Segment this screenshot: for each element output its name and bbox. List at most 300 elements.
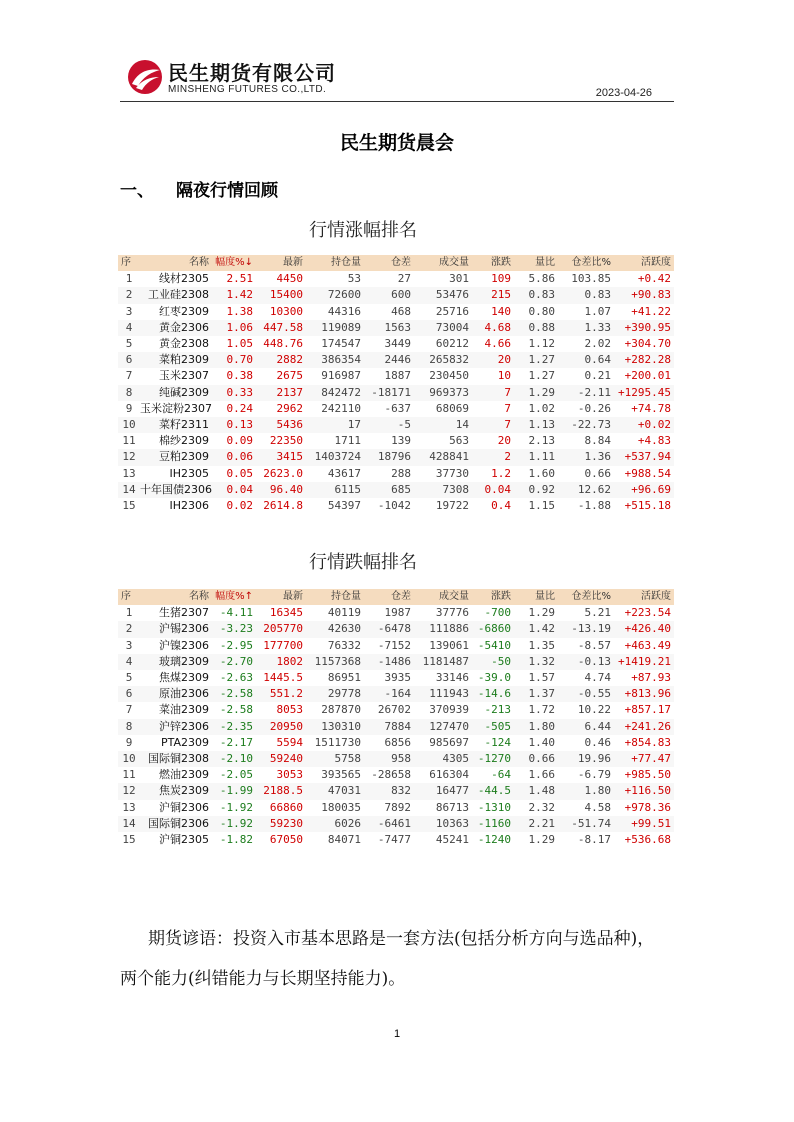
cell-oi-change: 3449: [384, 337, 411, 351]
cell-oi-change-ratio: 12.62: [558, 482, 614, 498]
table-row[interactable]: [118, 654, 674, 670]
cell-volume-ratio: 1.42: [514, 621, 558, 637]
table-row[interactable]: [118, 638, 674, 654]
table-row[interactable]: [118, 621, 674, 637]
cell-volume-ratio: 0.83: [514, 287, 558, 303]
cell-volume-ratio: 1.80: [514, 719, 558, 735]
column-header-change-pct[interactable]: 幅度%↑: [212, 589, 256, 605]
cell-volume: 86713: [435, 800, 469, 814]
table-row[interactable]: [118, 800, 674, 816]
cell-open-interest: 130310: [306, 719, 364, 735]
cell-oi-change-ratio: 6.44: [558, 719, 614, 735]
column-header-price-change[interactable]: 涨跌: [472, 589, 514, 605]
cell-volume: 45241: [435, 833, 469, 847]
column-header-price-change[interactable]: 涨跌: [472, 255, 514, 271]
column-header-oi-change[interactable]: 仓差: [364, 589, 414, 605]
cell-volume-ratio: 0.66: [514, 751, 558, 767]
cell-name: 菜粕2309: [140, 352, 212, 368]
cell-index: 3: [125, 638, 133, 652]
cell-price-change: -505: [472, 719, 514, 735]
column-header-volume-ratio[interactable]: 量比: [514, 589, 558, 605]
cell-oi-change: 288: [391, 466, 411, 480]
cell-open-interest: 84071: [327, 833, 361, 847]
cell-change-pct: 1.05: [226, 337, 253, 351]
table-row[interactable]: [118, 320, 674, 336]
cell-activity: +985.50: [624, 768, 671, 782]
cell-index: 15: [122, 499, 136, 513]
cell-change-pct: 0.09: [226, 434, 253, 448]
cell-name: 燃油2309: [159, 768, 209, 782]
cell-name: 沪锌2306: [140, 719, 212, 735]
table-row[interactable]: [118, 352, 674, 368]
cell-open-interest: 53: [347, 272, 361, 286]
cell-index: 5: [125, 671, 133, 685]
cell-oi-change-ratio: 0.46: [584, 735, 611, 749]
table-row[interactable]: [118, 686, 674, 702]
cell-last-price: 22350: [269, 434, 303, 448]
cell-change-pct: -3.23: [212, 621, 256, 637]
section-number: 一、: [120, 181, 154, 201]
cell-activity: +116.50: [614, 783, 674, 799]
cell-volume: 985697: [429, 735, 469, 749]
cell-open-interest: 5758: [306, 751, 364, 767]
cell-last-price: 10300: [269, 304, 303, 318]
cell-volume: 60212: [435, 337, 469, 351]
cell-volume: 14: [414, 417, 472, 433]
cell-volume: 139061: [429, 638, 469, 652]
cell-index: 10: [118, 751, 140, 767]
cell-name: PTA2309: [160, 735, 209, 749]
cell-volume: 33146: [435, 671, 469, 685]
cell-price-change: -213: [484, 703, 511, 717]
cell-open-interest: 47031: [306, 783, 364, 799]
cell-volume-ratio: 1.57: [528, 671, 555, 685]
report-date: 2023-04-26: [595, 87, 652, 99]
column-header-last-price[interactable]: 最新: [256, 255, 306, 271]
cell-price-change: 1.2: [491, 466, 511, 480]
column-header-name[interactable]: 名称: [140, 589, 212, 605]
cell-open-interest: 242110: [321, 401, 361, 415]
column-header-change-pct[interactable]: 幅度%↓: [212, 255, 256, 271]
cell-volume-ratio: 1.29: [514, 385, 558, 401]
cell-last-price: 447.58: [256, 320, 306, 336]
cell-activity: +988.54: [624, 466, 671, 480]
cell-index: 2: [118, 621, 140, 637]
cell-index: 14: [118, 816, 140, 832]
cell-last-price: 1445.5: [263, 671, 303, 685]
cell-oi-change-ratio: 8.84: [584, 434, 611, 448]
table-row[interactable]: [118, 385, 674, 401]
cell-last-price: 2614.8: [263, 499, 303, 513]
cell-oi-change-ratio: 2.02: [584, 337, 611, 351]
column-header-index[interactable]: 序: [118, 589, 140, 605]
cell-index: 2: [118, 287, 140, 303]
cell-name: 红枣2309: [159, 304, 209, 318]
table-row[interactable]: [118, 482, 674, 498]
column-header-oi-change-ratio[interactable]: 仓差比%: [558, 589, 614, 605]
cell-oi-change: -28658: [371, 768, 411, 782]
cell-name: 玻璃2309: [140, 654, 212, 670]
cell-name: 黄金2306: [140, 320, 212, 336]
cell-last-price: 2623.0: [263, 466, 303, 480]
cell-volume-ratio: 1.35: [528, 638, 555, 652]
cell-last-price: 1802: [256, 654, 306, 670]
rise-ranking-table: [118, 255, 674, 514]
column-header-oi-change[interactable]: 仓差: [364, 255, 414, 271]
cell-name: 豆粕2309: [140, 449, 212, 465]
cell-volume-ratio: 1.40: [528, 735, 555, 749]
company-logo: [126, 58, 366, 100]
cell-oi-change-ratio: 0.83: [558, 287, 614, 303]
table-row[interactable]: [118, 832, 674, 848]
cell-open-interest: 40119: [327, 606, 361, 620]
cell-last-price: 205770: [256, 621, 306, 637]
cell-change-pct: -2.17: [219, 735, 253, 749]
cell-open-interest: 180035: [321, 800, 361, 814]
cell-activity: +854.83: [624, 735, 671, 749]
cell-activity: +282.28: [614, 352, 674, 368]
cell-volume: 16477: [414, 783, 472, 799]
cell-activity: +1419.21: [614, 654, 674, 670]
cell-index: 13: [122, 800, 136, 814]
cell-oi-change-ratio: 4.58: [584, 800, 611, 814]
cell-oi-change-ratio: -8.57: [577, 638, 611, 652]
cell-index: 1: [125, 272, 133, 286]
cell-index: 12: [118, 783, 140, 799]
cell-volume: 1181487: [414, 654, 472, 670]
column-header-open-interest[interactable]: 持仓量: [306, 255, 364, 271]
cell-open-interest: 72600: [306, 287, 364, 303]
cell-oi-change: -5: [364, 417, 414, 433]
cell-name: IH2305: [169, 466, 209, 480]
cell-volume-ratio: 1.72: [528, 703, 555, 717]
cell-last-price: 20950: [256, 719, 306, 735]
cell-open-interest: 1157368: [306, 654, 364, 670]
cell-activity: +223.54: [624, 606, 671, 620]
cell-oi-change: 832: [364, 783, 414, 799]
cell-oi-change: 18796: [364, 449, 414, 465]
column-header-last-price[interactable]: 最新: [256, 589, 306, 605]
cell-volume: 127470: [414, 719, 472, 735]
cell-oi-change-ratio: -0.26: [577, 401, 611, 415]
cell-oi-change: -7152: [377, 638, 411, 652]
cell-activity: +241.26: [614, 719, 674, 735]
cell-volume: 230450: [429, 369, 469, 383]
cell-activity: +536.68: [624, 833, 671, 847]
cell-price-change: 215: [472, 287, 514, 303]
cell-change-pct: -2.05: [219, 768, 253, 782]
cell-oi-change-ratio: 10.22: [577, 703, 611, 717]
section-title: 隔夜行情回顾: [176, 181, 278, 201]
cell-activity: +200.01: [624, 369, 671, 383]
cell-oi-change: -6478: [364, 621, 414, 637]
cell-volume: 616304: [429, 768, 469, 782]
cell-index: 12: [118, 449, 140, 465]
cell-name: 国际铜2308: [140, 751, 212, 767]
cell-index: 9: [125, 735, 133, 749]
cell-name: 沪铜2306: [159, 800, 209, 814]
cell-volume-ratio: 1.60: [528, 466, 555, 480]
cell-change-pct: 0.06: [212, 449, 256, 465]
cell-open-interest: 44316: [327, 304, 361, 318]
cell-index: 8: [118, 719, 140, 735]
cell-price-change: 20: [497, 434, 511, 448]
cell-price-change: -64: [491, 768, 511, 782]
cell-price-change: -1240: [477, 833, 511, 847]
cell-volume: 37730: [435, 466, 469, 480]
cell-price-change: -1310: [477, 800, 511, 814]
cell-activity: +857.17: [624, 703, 671, 717]
cell-price-change: 7: [472, 385, 514, 401]
column-header-activity[interactable]: 活跃度: [614, 255, 674, 271]
cell-price-change: -1270: [472, 751, 514, 767]
cell-oi-change-ratio: 103.85: [571, 272, 611, 286]
header-divider: [120, 101, 674, 102]
cell-price-change: 0.04: [472, 482, 514, 498]
cell-open-interest: 17: [306, 417, 364, 433]
cell-oi-change: 6856: [384, 735, 411, 749]
column-header-index[interactable]: 序: [118, 255, 140, 271]
column-header-oi-change-ratio[interactable]: 仓差比%: [558, 255, 614, 271]
cell-price-change: -6860: [472, 621, 514, 637]
cell-change-pct: -2.10: [212, 751, 256, 767]
cell-price-change: -44.5: [472, 783, 514, 799]
table-row[interactable]: [118, 449, 674, 465]
cell-change-pct: -2.58: [219, 703, 253, 717]
cell-open-interest: 287870: [321, 703, 361, 717]
cell-name: 棉纱2309: [159, 434, 209, 448]
cell-name: 菜籽2311: [140, 417, 212, 433]
cell-oi-change-ratio: 0.64: [558, 352, 614, 368]
table-row[interactable]: [118, 336, 674, 352]
table-row[interactable]: [118, 767, 674, 783]
cell-open-interest: 1403724: [306, 449, 364, 465]
cell-last-price: 4450: [276, 272, 303, 286]
table-row[interactable]: [118, 751, 674, 767]
cell-oi-change-ratio: -0.55: [558, 686, 614, 702]
cell-name: 黄金2308: [159, 337, 209, 351]
cell-open-interest: 43617: [327, 466, 361, 480]
column-header-name[interactable]: 名称: [140, 255, 212, 271]
cell-volume: 265832: [414, 352, 472, 368]
cell-price-change: -700: [484, 606, 511, 620]
column-header-volume[interactable]: 成交量: [414, 589, 472, 605]
cell-open-interest: 54397: [327, 499, 361, 513]
cell-last-price: 2882: [256, 352, 306, 368]
cell-name: 焦煤2309: [159, 671, 209, 685]
cell-volume-ratio: 0.92: [514, 482, 558, 498]
cell-price-change: 20: [472, 352, 514, 368]
cell-last-price: 2137: [256, 385, 306, 401]
cell-oi-change: 1987: [384, 606, 411, 620]
cell-oi-change: -6461: [364, 816, 414, 832]
table-row[interactable]: [118, 735, 674, 751]
cell-change-pct: -2.70: [212, 654, 256, 670]
cell-open-interest: 29778: [306, 686, 364, 702]
cell-oi-change-ratio: 1.33: [558, 320, 614, 336]
cell-last-price: 5594: [276, 735, 303, 749]
cell-price-change: 109: [491, 272, 511, 286]
table-row[interactable]: [118, 783, 674, 799]
cell-change-pct: 1.38: [226, 304, 253, 318]
cell-activity: +515.18: [624, 499, 671, 513]
cell-activity: +463.49: [624, 638, 671, 652]
cell-volume-ratio: 0.80: [528, 304, 555, 318]
cell-activity: +426.40: [614, 621, 674, 637]
cell-open-interest: 42630: [306, 621, 364, 637]
cell-last-price: 67050: [269, 833, 303, 847]
fall-table-title: 行情跌幅排名: [309, 552, 417, 573]
table-row[interactable]: [118, 401, 674, 417]
column-header-volume-ratio[interactable]: 量比: [514, 255, 558, 271]
cell-oi-change-ratio: 4.74: [584, 671, 611, 685]
table-row[interactable]: [118, 670, 674, 686]
cell-oi-change-ratio: 0.21: [584, 369, 611, 383]
cell-name: 原油2306: [140, 686, 212, 702]
cell-oi-change: 2446: [364, 352, 414, 368]
cell-oi-change-ratio: -1.88: [577, 499, 611, 513]
table-row[interactable]: [118, 417, 674, 433]
cell-change-pct: -2.95: [219, 638, 253, 652]
company-name-en: MINSHENG FUTURES CO.,LTD.: [168, 84, 327, 95]
cell-index: 1: [125, 606, 133, 620]
cell-volume-ratio: 0.88: [514, 320, 558, 336]
cell-open-interest: 1711: [334, 434, 361, 448]
cell-volume: 25716: [435, 304, 469, 318]
cell-index: 4: [118, 654, 140, 670]
rise-table-title: 行情涨幅排名: [309, 220, 417, 241]
cell-last-price: 59240: [256, 751, 306, 767]
cell-change-pct: -1.92: [212, 816, 256, 832]
cell-open-interest: 842472: [306, 385, 364, 401]
cell-volume: 10363: [414, 816, 472, 832]
cell-price-change: 7: [504, 401, 511, 415]
cell-change-pct: -1.99: [212, 783, 256, 799]
table-row[interactable]: [118, 368, 674, 384]
cell-change-pct: 0.02: [226, 499, 253, 513]
table-row[interactable]: [118, 605, 674, 621]
cell-volume: 111943: [414, 686, 472, 702]
cell-open-interest: 76332: [327, 638, 361, 652]
table-row[interactable]: [118, 304, 674, 320]
cell-price-change: -1160: [472, 816, 514, 832]
table-row[interactable]: [118, 466, 674, 482]
cell-volume-ratio: 1.13: [514, 417, 558, 433]
cell-volume-ratio: 1.48: [514, 783, 558, 799]
cell-oi-change: -7477: [377, 833, 411, 847]
cell-oi-change: -637: [384, 401, 411, 415]
cell-last-price: 448.76: [263, 337, 303, 351]
cell-oi-change: 1563: [364, 320, 414, 336]
cell-oi-change: 958: [364, 751, 414, 767]
cell-oi-change-ratio: -13.19: [558, 621, 614, 637]
cell-activity: +41.22: [631, 304, 671, 318]
cell-oi-change-ratio: -51.74: [558, 816, 614, 832]
cell-oi-change: 7892: [384, 800, 411, 814]
cell-last-price: 551.2: [256, 686, 306, 702]
column-header-open-interest[interactable]: 持仓量: [306, 589, 364, 605]
cell-volume-ratio: 1.27: [528, 369, 555, 383]
cell-volume: 37776: [435, 606, 469, 620]
cell-volume: 73004: [414, 320, 472, 336]
cell-volume: 969373: [414, 385, 472, 401]
table-row[interactable]: [118, 702, 674, 718]
cell-activity: +978.36: [624, 800, 671, 814]
table-row[interactable]: [118, 271, 674, 287]
column-header-activity[interactable]: 活跃度: [614, 589, 674, 605]
fall-ranking-table: [118, 589, 674, 848]
cell-oi-change-ratio: -22.73: [558, 417, 614, 433]
cell-price-change: 4.68: [472, 320, 514, 336]
cell-last-price: 3415: [256, 449, 306, 465]
cell-last-price: 3053: [276, 768, 303, 782]
cell-oi-change: -1486: [364, 654, 414, 670]
cell-open-interest: 6115: [306, 482, 364, 498]
cell-activity: +87.93: [631, 671, 671, 685]
cell-activity: +390.95: [614, 320, 674, 336]
cell-oi-change: 3935: [384, 671, 411, 685]
cell-volume-ratio: 1.12: [528, 337, 555, 351]
cell-index: 5: [125, 337, 133, 351]
cell-index: 10: [118, 417, 140, 433]
cell-volume-ratio: 1.37: [514, 686, 558, 702]
cell-oi-change-ratio: 1.07: [584, 304, 611, 318]
cell-price-change: 4.66: [484, 337, 511, 351]
cell-change-pct: -1.82: [219, 833, 253, 847]
cell-oi-change-ratio: -6.79: [577, 768, 611, 782]
cell-change-pct: -2.63: [219, 671, 253, 685]
table-row[interactable]: [118, 719, 674, 735]
cell-index: 11: [122, 768, 136, 782]
cell-oi-change: -1042: [377, 499, 411, 513]
table-row[interactable]: [118, 498, 674, 514]
cell-name: 玉米2307: [159, 369, 209, 383]
column-header-volume[interactable]: 成交量: [414, 255, 472, 271]
cell-price-change: -39.0: [477, 671, 511, 685]
cell-oi-change: 27: [397, 272, 411, 286]
table-row[interactable]: [118, 433, 674, 449]
cell-price-change: -14.6: [472, 686, 514, 702]
company-name-cn: 民生期货有限公司: [168, 61, 336, 85]
cell-oi-change: -164: [364, 686, 414, 702]
cell-activity: +90.83: [614, 287, 674, 303]
cell-index: 9: [125, 401, 133, 415]
cell-name: 十年国债2306: [140, 482, 212, 498]
cell-oi-change: 1887: [384, 369, 411, 383]
cell-last-price: 2188.5: [256, 783, 306, 799]
cell-change-pct: 0.24: [226, 401, 253, 415]
cell-oi-change: 468: [391, 304, 411, 318]
table-row[interactable]: [118, 816, 674, 832]
cell-activity: +537.94: [614, 449, 674, 465]
cell-index: 6: [118, 352, 140, 368]
cell-last-price: 66860: [269, 800, 303, 814]
table-row[interactable]: [118, 287, 674, 303]
cell-volume: 428841: [414, 449, 472, 465]
cell-index: 15: [122, 833, 136, 847]
cell-name: 生猪2307: [159, 606, 209, 620]
cell-oi-change: 600: [364, 287, 414, 303]
cell-change-pct: -2.35: [212, 719, 256, 735]
cell-change-pct: 0.38: [226, 369, 253, 383]
cell-last-price: 59230: [256, 816, 306, 832]
cell-volume-ratio: 1.02: [528, 401, 555, 415]
cell-name: 工业硅2308: [140, 287, 212, 303]
cell-volume-ratio: 1.66: [528, 768, 555, 782]
cell-name: 沪锡2306: [140, 621, 212, 637]
cell-oi-change-ratio: 0.66: [584, 466, 611, 480]
cell-change-pct: 0.04: [212, 482, 256, 498]
